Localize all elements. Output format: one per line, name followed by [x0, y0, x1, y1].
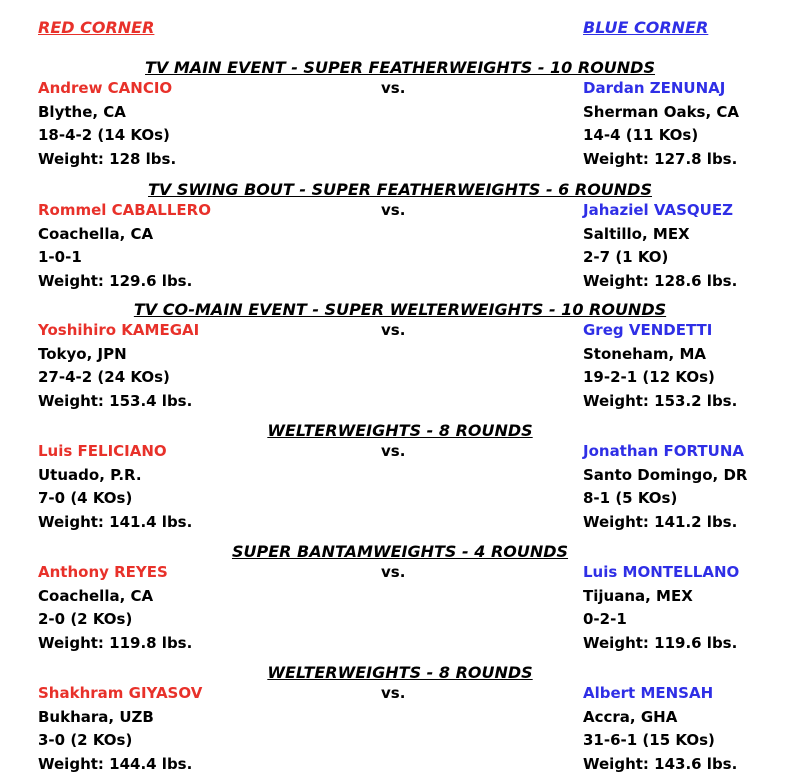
fighter-weight: Weight: 129.6 lbs. — [38, 271, 193, 290]
fighter-weight: Weight: 153.2 lbs. — [583, 391, 738, 410]
vs-label: vs. — [381, 201, 406, 219]
fighter-record: 0-2-1 — [583, 610, 627, 628]
fighter-record: 14-4 (11 KOs) — [583, 126, 699, 144]
fighter-name: Yoshihiro KAMEGAI — [38, 321, 200, 339]
bout-title: TV SWING BOUT - SUPER FEATHERWEIGHTS - 6 ROUNDS — [148, 180, 652, 199]
blue-corner-fighter — [583, 561, 739, 655]
fighter-hometown: Tokyo, JPN — [38, 344, 127, 363]
fighter-name: Jonathan FORTUNA — [583, 442, 745, 460]
fighter-hometown: Saltillo, MEX — [583, 224, 690, 243]
fighter-name: Dardan ZENUNAJ — [583, 79, 726, 97]
fighter-name: Jahaziel VASQUEZ — [583, 201, 733, 219]
fighter-record: 1-0-1 — [38, 248, 82, 266]
fighter-hometown: Tijuana, MEX — [583, 586, 693, 605]
blue-corner-fighter — [583, 682, 737, 776]
bout-title: WELTERWEIGHTS - 8 ROUNDS — [267, 421, 533, 440]
vs-label: vs. — [381, 321, 406, 339]
fighter-name: Luis FELICIANO — [38, 442, 167, 460]
fighter-hometown: Accra, GHA — [583, 707, 678, 726]
red-corner-fighter — [38, 682, 202, 776]
fighter-record: 3-0 (2 KOs) — [38, 731, 133, 749]
fighter-hometown: Stoneham, MA — [583, 344, 707, 363]
red-corner-fighter — [38, 77, 176, 171]
red-corner-fighter — [38, 561, 192, 655]
fighter-hometown: Coachella, CA — [38, 224, 154, 243]
fighter-weight: Weight: 141.4 lbs. — [38, 512, 193, 531]
vs-label: vs. — [381, 684, 406, 702]
fighter-weight: Weight: 141.2 lbs. — [583, 512, 738, 531]
fighter-hometown: Coachella, CA — [38, 586, 154, 605]
fighter-record: 31-6-1 (15 KOs) — [583, 731, 715, 749]
fighter-weight: Weight: 143.6 lbs. — [583, 754, 738, 773]
blue-corner-header: BLUE CORNER — [583, 18, 709, 37]
fighter-record: 18-4-2 (14 KOs) — [38, 126, 170, 144]
fighter-weight: Weight: 144.4 lbs. — [38, 754, 193, 773]
blue-corner-fighter — [583, 77, 739, 171]
bout — [0, 299, 800, 410]
fighter-hometown: Blythe, CA — [38, 102, 126, 121]
bout — [0, 662, 800, 773]
fighter-hometown: Sherman Oaks, CA — [583, 102, 740, 121]
fighter-weight: Weight: 153.4 lbs. — [38, 391, 193, 410]
bout-title: TV CO-MAIN EVENT - SUPER WELTERWEIGHTS - 10 ROUNDS — [133, 300, 667, 319]
fighter-record: 7-0 (4 KOs) — [38, 489, 133, 507]
fighter-name: Rommel CABALLERO — [38, 201, 211, 219]
fighter-name: Shakhram GIYASOV — [38, 684, 203, 702]
bout — [0, 420, 800, 531]
blue-corner-fighter — [583, 440, 747, 534]
fighter-record: 8-1 (5 KOs) — [583, 489, 678, 507]
vs-label: vs. — [381, 442, 406, 460]
blue-corner-fighter — [583, 319, 737, 413]
fighter-name: Albert MENSAH — [583, 684, 714, 702]
bout — [0, 57, 800, 168]
fighter-weight: Weight: 128.6 lbs. — [583, 271, 738, 290]
fighter-hometown: Utuado, P.R. — [38, 465, 142, 484]
fighter-record: 2-7 (1 KO) — [583, 248, 669, 266]
fighter-weight: Weight: 119.6 lbs. — [583, 633, 738, 652]
fighter-name: Anthony REYES — [38, 563, 168, 581]
fighter-record: 2-0 (2 KOs) — [38, 610, 133, 628]
bout-title: TV MAIN EVENT - SUPER FEATHERWEIGHTS - 10 ROUNDS — [145, 58, 655, 77]
bout — [0, 179, 800, 290]
red-corner-fighter — [38, 199, 211, 293]
red-corner-header: RED CORNER — [38, 18, 155, 37]
bout-title: WELTERWEIGHTS - 8 ROUNDS — [267, 663, 533, 682]
bout — [0, 541, 800, 652]
fighter-hometown: Santo Domingo, DR — [583, 465, 748, 484]
fighter-record: 19-2-1 (12 KOs) — [583, 368, 715, 386]
fighter-weight: Weight: 128 lbs. — [38, 149, 177, 168]
fighter-name: Luis MONTELLANO — [583, 563, 740, 581]
fighter-weight: Weight: 119.8 lbs. — [38, 633, 193, 652]
fighter-name: Greg VENDETTI — [583, 321, 713, 339]
vs-label: vs. — [381, 563, 406, 581]
red-corner-fighter — [38, 440, 192, 534]
fighter-name: Andrew CANCIO — [38, 79, 173, 97]
blue-corner-fighter — [583, 199, 737, 293]
vs-label: vs. — [381, 79, 406, 97]
red-corner-fighter — [38, 319, 199, 413]
fighter-weight: Weight: 127.8 lbs. — [583, 149, 738, 168]
fighter-record: 27-4-2 (24 KOs) — [38, 368, 170, 386]
bout-title: SUPER BANTAMWEIGHTS - 4 ROUNDS — [231, 542, 569, 561]
fighter-hometown: Bukhara, UZB — [38, 707, 154, 726]
